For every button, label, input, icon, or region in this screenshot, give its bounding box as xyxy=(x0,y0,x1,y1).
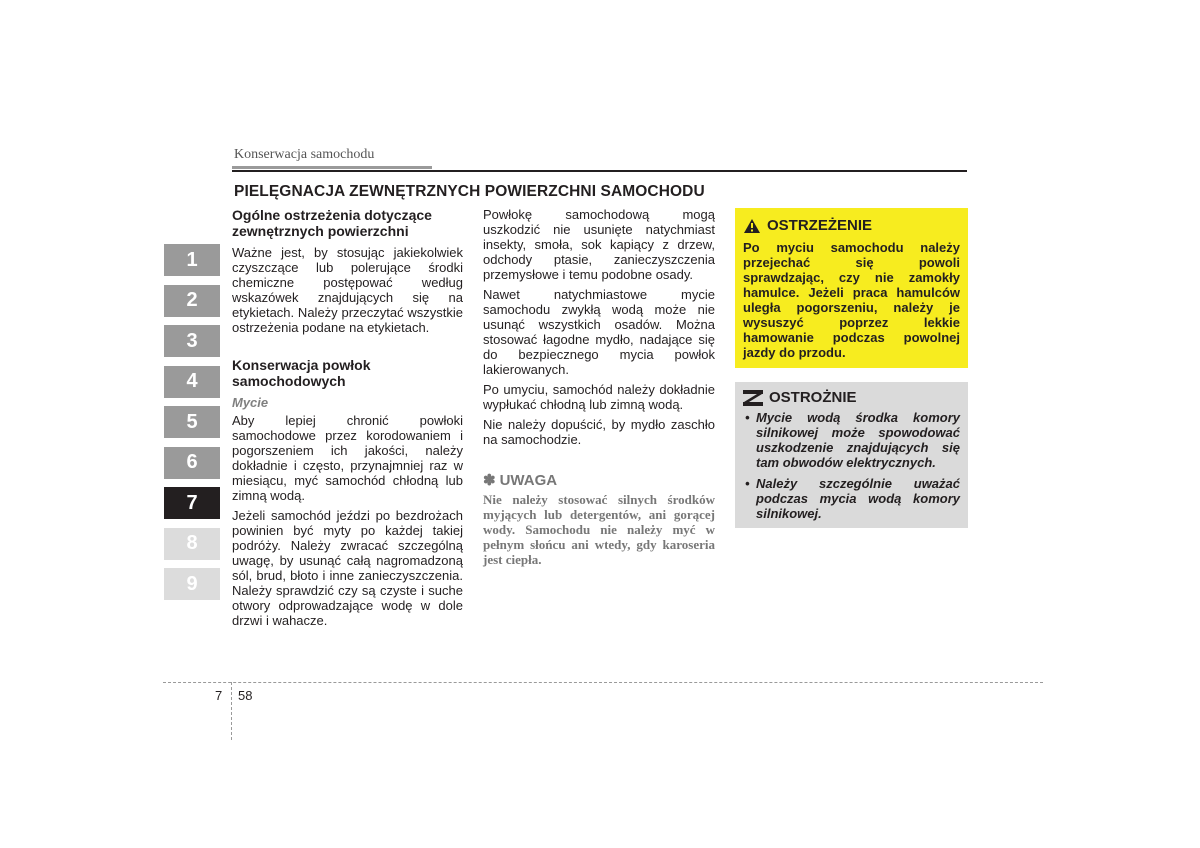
caution-item: • Mycie wodą środka komory silnikowej może spowodować uszkodzenie znajdujących się tam obwodów elektrycznych. xyxy=(743,410,960,470)
paragraph: Jeżeli samochód jeździ po bezdrożach powinien być myty po każdej takiej podróży. Należy zwracać szczególną uwagę, by usunąć całą nagromadzoną sól, brud, błoto i inne zanieczyszczenia. Należy sprawdzić czy są czyste i suche otwory odprowadzające wodę w dole drzwi i wahacze. xyxy=(232,508,463,628)
chapter-tab-8[interactable] xyxy=(164,528,220,560)
chapter-tab-4[interactable] xyxy=(164,366,220,398)
chapter-tab-label: 1 xyxy=(186,248,198,271)
heading-general-warnings: Ogólne ostrzeżenia dotyczące zewnętrznych powierzchni xyxy=(232,207,432,239)
warning-title: OSTRZEŻENIE xyxy=(767,217,873,234)
caution-list xyxy=(743,410,960,521)
footer-divider xyxy=(231,682,232,740)
caution-slash-icon xyxy=(743,390,763,406)
chapter-tab-3[interactable] xyxy=(164,325,220,357)
paragraph: Aby lepiej chronić powłoki samochodowe przez korodowaniem i pogorszeniem ich jakości, należy dokładnie i często, przynajmniej raz w miesiącu, myć samochód chłodną lub zimną wodą. xyxy=(232,413,463,503)
running-header: Konserwacja samochodu xyxy=(234,147,375,162)
caution-title: OSTROŻNIE xyxy=(769,389,857,406)
chapter-tabs xyxy=(164,244,220,609)
chapter-tab-label: 5 xyxy=(186,410,198,433)
footer-chapter-number: 7 xyxy=(215,688,223,703)
paragraph: Nawet natychmiastowe mycie samochodu zwykłą wodą może nie usunąć wszystkich osadów. Można stosować łagodne mydło, nadające się do bezpiecznego mycia powłok lakierowanych. xyxy=(483,287,715,377)
caution-heading xyxy=(743,389,960,406)
chapter-tab-label: 2 xyxy=(186,289,198,311)
chapter-tab-5[interactable] xyxy=(164,406,220,438)
note-heading xyxy=(483,473,715,488)
chapter-tab-label: 4 xyxy=(186,370,198,392)
middle-column xyxy=(483,207,715,567)
warning-box xyxy=(735,208,968,368)
chapter-tab-6[interactable] xyxy=(164,447,220,479)
header-accent-rule xyxy=(232,166,432,169)
warning-triangle-icon xyxy=(743,218,761,234)
warning-heading xyxy=(743,217,960,234)
chapter-tab-label: 8 xyxy=(186,532,198,554)
paragraph: Ważne jest, by stosując jakiekolwiek czyszczące lub polerujące środki chemiczne postępować według wskazówek znajdujących się na etykietach. Należy przeczytać wszystkie ostrzeżenia podane na etykietach. xyxy=(232,245,463,335)
warning-text: Po myciu samochodu należy przejechać się powoli sprawdzając, czy nie zamokły hamulce. Jeżeli praca hamulców uległa pogorszeniu, należy je wysuszyć poprzez lekkie hamowanie podczas powolnej jazdy do przodu. xyxy=(743,240,960,360)
footer-page-number: 58 xyxy=(238,688,253,703)
left-column xyxy=(232,207,463,633)
chapter-tab-label: 9 xyxy=(186,572,198,595)
section-title: PIELĘGNACJA ZEWNĘTRZNYCH POWIERZCHNI SAMOCHODU xyxy=(234,183,705,200)
chapter-tab-7-active[interactable] xyxy=(164,487,220,519)
paragraph: Po umyciu, samochód należy dokładnie wypłukać chłodną lub zimną wodą. xyxy=(483,382,715,412)
chapter-tab-2[interactable] xyxy=(164,285,220,317)
heading-paint-care: Konserwacja powłok samochodowych xyxy=(232,357,371,389)
caution-item: • Należy szczególnie uważać podczas mycia wodą komory silnikowej. xyxy=(743,476,960,521)
chapter-tab-label: 3 xyxy=(186,329,198,352)
subheading-washing: Mycie xyxy=(232,395,269,410)
header-rule xyxy=(232,170,967,172)
chapter-tab-9[interactable] xyxy=(164,568,220,600)
asterisk-icon: ✽ xyxy=(483,472,496,489)
note-text: Nie należy stosować silnych środków myjących lub detergentów, ani gorącej wody. Samochodu nie należy myć w pełnym słońcu ani wtedy, gdy karoseria jest ciepła. xyxy=(483,492,715,567)
caution-box xyxy=(735,382,968,528)
chapter-tab-label: 7 xyxy=(186,491,198,514)
chapter-tab-label: 6 xyxy=(186,451,198,473)
note-title: UWAGA xyxy=(499,472,558,489)
paragraph: Nie należy dopuścić, by mydło zaschło na samochodzie. xyxy=(483,417,715,447)
footer-rule xyxy=(163,682,1043,683)
paragraph: Powłokę samochodową mogą uszkodzić nie usunięte natychmiast insekty, smoła, sok kapiący z drzew, odchody ptasie, zanieczyszczenia przemysłowe i temu podobne osady. xyxy=(483,207,715,282)
chapter-tab-1[interactable] xyxy=(164,244,220,276)
